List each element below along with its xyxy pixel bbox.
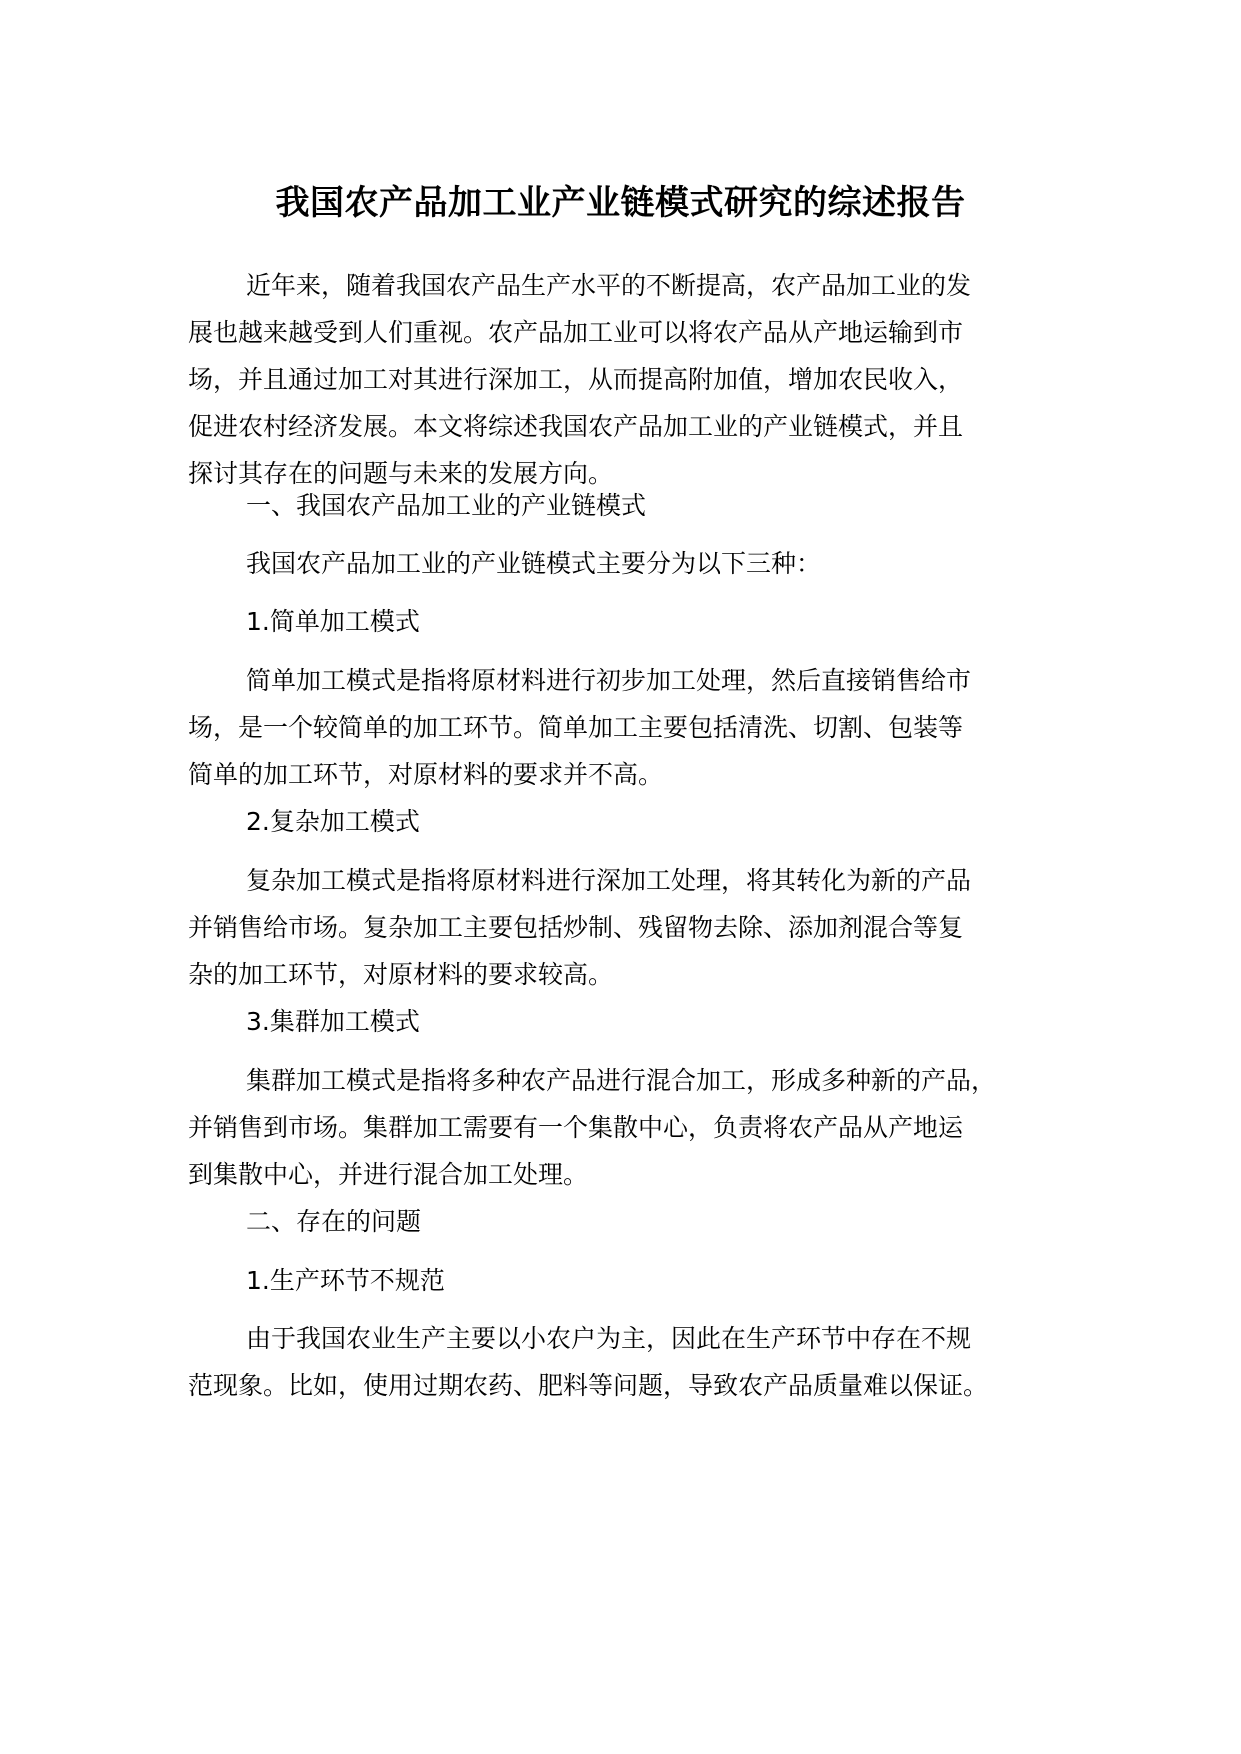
section-heading-1 — [188, 482, 646, 529]
paragraph-simple-mode — [188, 657, 971, 798]
heading-text: 1.简单加工模式 — [246, 607, 420, 636]
paragraph-line: 复杂加工模式是指将原材料进行深加工处理，将其转化为新的产品 — [246, 866, 972, 895]
paragraph-line: 简单加工模式是指将原材料进行初步加工处理，然后直接销售给市 — [246, 666, 972, 695]
paragraph-intro — [188, 262, 971, 497]
subheading-complex-mode — [188, 798, 420, 845]
paragraph-line: 集群加工模式是指将多种农产品进行混合加工，形成多种新的产品， — [246, 1066, 997, 1095]
paragraph-line: 场，是一个较简单的加工环节。简单加工主要包括清洗、切割、包装等 — [188, 713, 964, 742]
subheading-cluster-mode — [188, 998, 420, 1045]
subheading-production-issue — [188, 1257, 445, 1304]
paragraph-line: 杂的加工环节，对原材料的要求较高。 — [188, 960, 614, 989]
document-title: 我国农产品加工业产业链模式研究的综述报告 — [275, 183, 966, 223]
subheading-simple-mode — [188, 598, 420, 645]
section-heading-2 — [188, 1198, 421, 1245]
paragraph-line: 探讨其存在的问题与未来的发展方向。 — [188, 459, 614, 488]
paragraph-line: 我国农产品加工业的产业链模式主要分为以下三种： — [246, 549, 822, 578]
heading-text: 2.复杂加工模式 — [246, 807, 420, 836]
paragraph-line: 并销售给市场。复杂加工主要包括炒制、残留物去除、添加剂混合等复 — [188, 913, 964, 942]
paragraph-complex-mode — [188, 857, 971, 998]
paragraph-line: 并销售到市场。集群加工需要有一个集散中心，负责将农产品从产地运 — [188, 1113, 964, 1142]
paragraph-line: 到集散中心，并进行混合加工处理。 — [188, 1160, 589, 1189]
heading-text: 1.生产环节不规范 — [246, 1266, 445, 1295]
heading-text: 3.集群加工模式 — [246, 1007, 420, 1036]
paragraph-line: 促进农村经济发展。本文将综述我国农产品加工业的产业链模式，并且 — [188, 412, 964, 441]
paragraph-line: 范现象。比如，使用过期农药、肥料等问题，导致农产品质量难以保证。 — [188, 1371, 989, 1400]
paragraph-modes-intro — [188, 540, 821, 587]
paragraph-line: 简单的加工环节，对原材料的要求并不高。 — [188, 760, 664, 789]
heading-text: 二、存在的问题 — [246, 1207, 422, 1236]
paragraph-line: 近年来，随着我国农产品生产水平的不断提高，农产品加工业的发 — [246, 271, 972, 300]
paragraph-production-issue — [188, 1315, 988, 1409]
paragraph-line: 由于我国农业生产主要以小农户为主，因此在生产环节中存在不规 — [246, 1324, 972, 1353]
paragraph-line: 展也越来越受到人们重视。农产品加工业可以将农产品从产地运输到市 — [188, 318, 964, 347]
paragraph-cluster-mode — [188, 1057, 996, 1198]
paragraph-line: 场，并且通过加工对其进行深加工，从而提高附加值，增加农民收入， — [188, 365, 964, 394]
heading-text: 一、我国农产品加工业的产业链模式 — [246, 491, 647, 520]
